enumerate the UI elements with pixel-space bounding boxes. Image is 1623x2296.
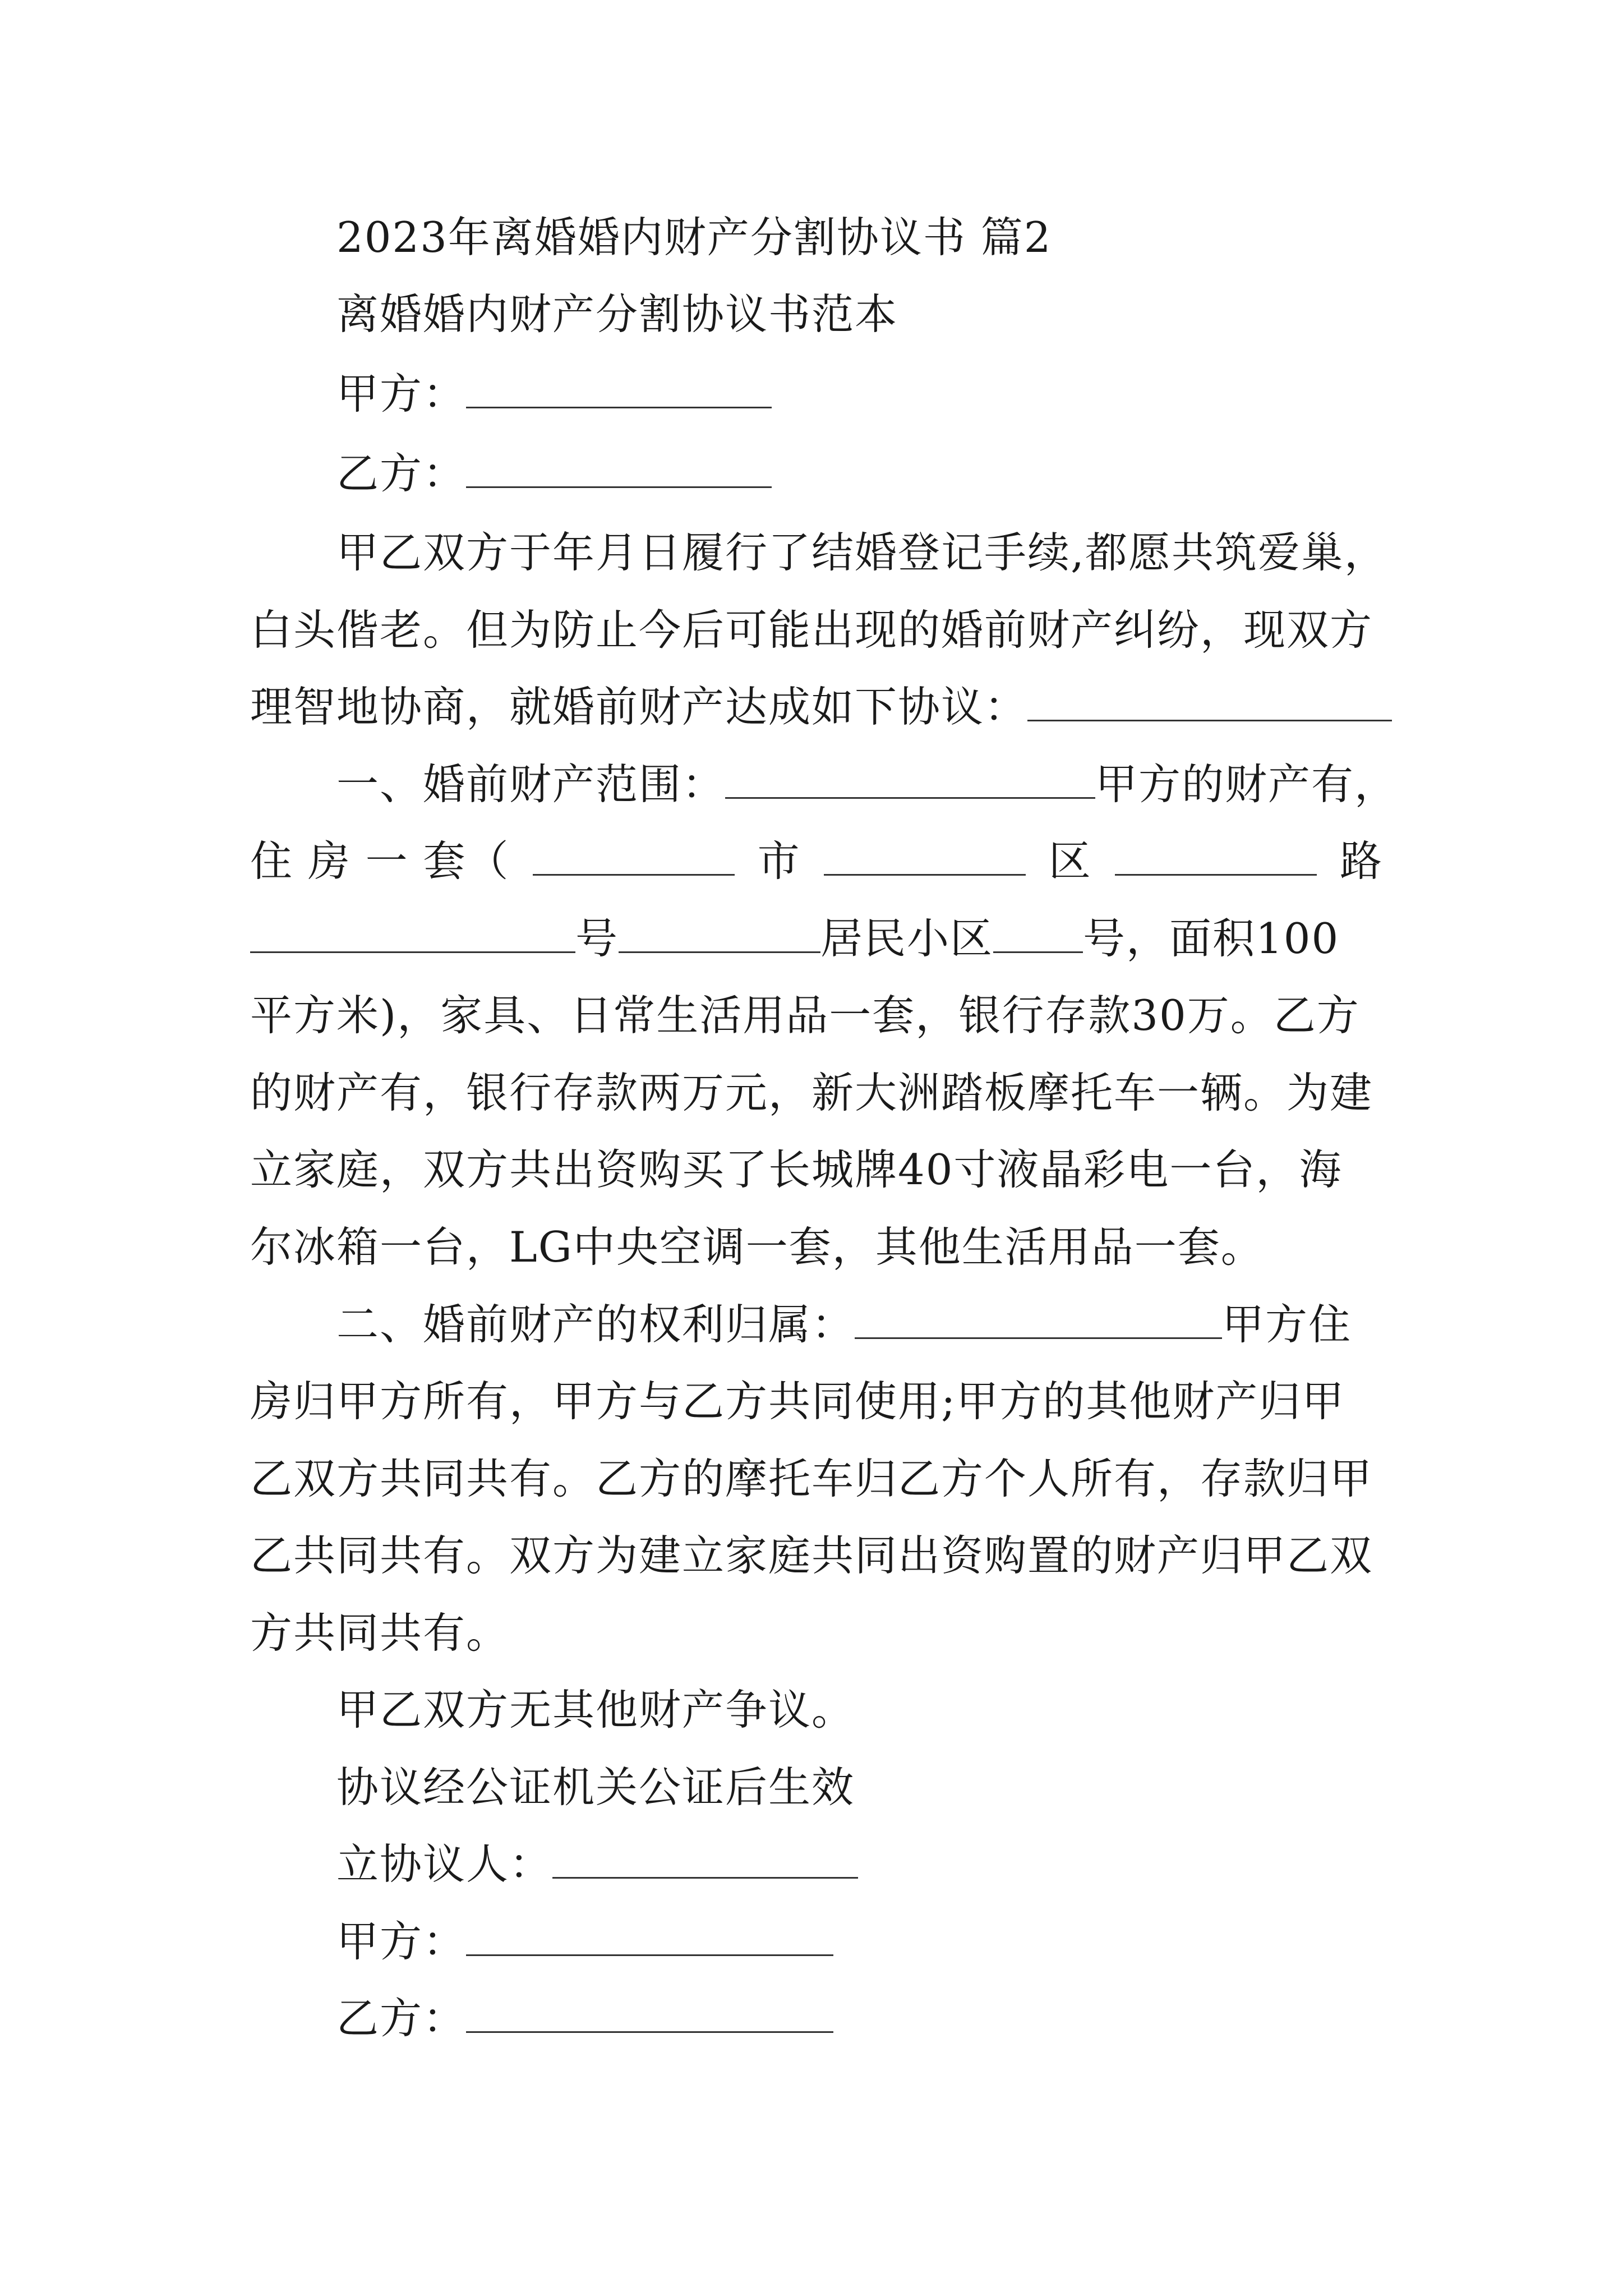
sign-party-b-row (336, 1991, 1383, 2045)
section1-line-6 (250, 1143, 1383, 1197)
section1-text-3b: 居民小区 (820, 914, 994, 963)
section2-text-4: 乙共同共有。双方为建立家庭共同出资购置的财产归甲乙双 (250, 1531, 1373, 1580)
section1-line-3 (250, 912, 1383, 965)
intro-line-1 (336, 526, 1387, 579)
section2-text-2: 房归甲方所有，甲方与乙方共同使用;甲方的其他财产归甲 (250, 1377, 1345, 1426)
intro-text-2: 白头偕老。但为防止今后可能出现的婚前财产纠纷，现双方 (250, 605, 1373, 655)
section1-text-2d: 路 (1339, 836, 1383, 886)
section1-text-6: 立家庭，双方共出资购买了长城牌40寸液晶彩电一台，海 (250, 1145, 1343, 1194)
intro-text-1: 甲乙双方于年月日履行了结婚登记手续,都愿共筑爱巢， (336, 528, 1387, 577)
section2-text-5: 方共同共有。 (250, 1608, 510, 1658)
section2-text-3: 乙双方共同共有。乙方的摩托车归乙方个人所有，存款归甲 (250, 1454, 1373, 1503)
section1-line-2 (250, 834, 1383, 888)
sign-party-a-row (336, 1915, 1383, 1968)
party-b-blank[interactable] (466, 452, 772, 488)
district-blank[interactable] (824, 839, 1026, 876)
section1-text-7: 尔冰箱一台，LG中央空调一套，其他生活用品一套。 (250, 1222, 1264, 1272)
party-b-row (336, 447, 1383, 500)
section1-line-4 (250, 988, 1383, 1042)
city-blank[interactable] (533, 839, 735, 876)
signatory-blank[interactable] (552, 1842, 858, 1879)
sign-party-b-blank[interactable] (466, 1996, 833, 2033)
sign-party-a-label: 甲方： (336, 1917, 467, 1966)
section1-text-2a: 住 房 一 套（ (250, 836, 510, 886)
section1-line-1 (336, 757, 1398, 811)
section1-line-7 (250, 1220, 1383, 1274)
section1-text-1b: 甲方的财产有， (1095, 760, 1398, 809)
community-blank[interactable] (619, 917, 820, 953)
intro-text-3: 理智地协商，就婚前财产达成如下协议： (250, 682, 1028, 731)
section1-text-2b: 市 (757, 836, 801, 886)
effective-line (336, 1760, 1383, 1814)
party-a-label: 甲方： (336, 369, 467, 418)
signatory-row (336, 1837, 1383, 1891)
party-b-label: 乙方： (336, 449, 467, 498)
sign-party-b-label: 乙方： (336, 1994, 467, 2043)
section1-text-3c: 号，面积100 (1083, 914, 1340, 963)
section1-title: 一、婚前财产范围： (336, 760, 726, 809)
document-heading (336, 210, 1383, 264)
document-subheading (336, 287, 1383, 341)
signatory-label: 立协议人： (336, 1839, 553, 1889)
section1-text-4: 平方米)，家具、日常生活用品一套，银行存款30万。乙方 (250, 991, 1360, 1040)
no-dispute-line (336, 1683, 1383, 1737)
subheading-text: 离婚婚内财产分割协议书范本 (336, 289, 898, 339)
intro-line-3 (250, 680, 1383, 734)
road-blank[interactable] (1115, 839, 1317, 876)
agreement-blank[interactable] (1027, 685, 1392, 721)
section1-text-2c: 区 (1048, 836, 1092, 886)
party-a-row (336, 367, 1383, 421)
effective-text: 协议经公证机关公证后生效 (336, 1763, 855, 1812)
section1-blank[interactable] (725, 762, 1095, 799)
section2-line-4 (250, 1529, 1383, 1582)
section2-line-3 (250, 1452, 1383, 1506)
section1-text-5: 的财产有，银行存款两万元，新大洲踏板摩托车一辆。为建 (250, 1068, 1373, 1117)
no-dispute-text: 甲乙双方无其他财产争议。 (336, 1685, 855, 1734)
unit-number-blank[interactable] (993, 917, 1083, 953)
section2-blank[interactable] (855, 1303, 1222, 1339)
section2-line-1 (336, 1297, 1383, 1351)
intro-line-2 (250, 603, 1383, 657)
section2-text-1b: 甲方住 (1222, 1300, 1352, 1349)
section2-line-2 (250, 1374, 1383, 1428)
sign-party-a-blank[interactable] (466, 1920, 833, 1956)
heading-text: 2023年离婚婚内财产分割协议书 篇2 (336, 213, 1052, 262)
road-number-blank[interactable] (250, 917, 575, 953)
section1-text-3a: 号 (575, 914, 619, 963)
section2-line-5 (250, 1606, 1383, 1660)
section2-title: 二、婚前财产的权利归属： (336, 1300, 855, 1349)
section1-line-5 (250, 1066, 1383, 1120)
party-a-blank[interactable] (466, 372, 772, 408)
